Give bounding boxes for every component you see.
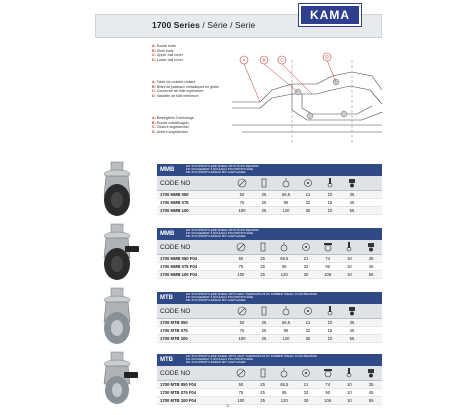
section-band	[157, 292, 382, 304]
series-title-rest: / Série / Serie	[199, 20, 256, 30]
legend-de	[152, 116, 194, 134]
swivel-cross-section-diagram	[232, 50, 382, 150]
total-height-icon	[275, 178, 297, 188]
table-row: 1700 MTB 050 50 25 68,5 21 10 35	[157, 319, 382, 327]
legend-text: Bewegliche Drehzange	[156, 116, 194, 120]
series-title	[152, 20, 255, 30]
table-row: 1700 MMB 100 F04 100 25 120 30 106 10 55	[157, 271, 382, 279]
table-row: 1700 MTB 075 F04 75 25 95 32 90 10 45	[157, 389, 382, 397]
section-band	[157, 354, 382, 366]
code-no-label: CODE NO	[160, 369, 191, 377]
load-capacity-icon	[360, 368, 382, 378]
legend-key: A:	[152, 44, 156, 48]
legend-text: Table de roulette roulant	[156, 80, 196, 84]
load-capacity-icon	[341, 178, 363, 188]
section-code: MTB	[160, 295, 173, 301]
section-mtb-brake	[157, 354, 382, 405]
table-body	[157, 191, 382, 215]
wheel-width-icon	[252, 368, 274, 378]
table-header	[157, 304, 382, 319]
section-description: EN: POLYPROPYLENE WHEEL WITH GRAY THERMOPLASTIC RUBBER TREAD, PLAIN BEARING FR: ROULEMENT À ROULEAU POLYPROPYLÈNE DE: POLYPROPYLENRAD MIT GLEITLAGER	[186, 354, 318, 365]
section-band	[157, 164, 382, 176]
legend-key: C:	[152, 53, 156, 58]
legend-text: Steel balls	[156, 48, 174, 53]
legend-key: B:	[152, 84, 156, 89]
caster-mtb-image	[92, 286, 142, 346]
wheel-width-icon	[253, 178, 275, 188]
legend-line	[152, 94, 219, 99]
table-body	[157, 255, 382, 279]
brake-icon	[317, 368, 339, 378]
code-no-label: CODE NO	[160, 179, 191, 187]
table-row: 1700 MTB 075 75 25 95 32 15 45	[157, 327, 382, 335]
section-description: EN: POLYPROPYLENE WHEEL WITH GRAY THERMOPLASTIC RUBBER TREAD, PLAIN BEARING FR: ROULEMENT À ROULEAU POLYPROPYLÈNE DE: POLYPROPYLENRAD MIT GLEITLAGER	[186, 292, 318, 303]
load-capacity-icon	[360, 242, 382, 252]
caster-mtb-brake-image	[92, 350, 142, 406]
legend-key: A:	[152, 116, 156, 120]
section-description: EN: POLYPROPYLENE WHEEL WITH PLAIN BEARING FR: ROULEMENT À ROULEAU POLYPROPYLÈNE DE: POLYPROPYLENRAD MIT GLEITLAGER	[186, 228, 259, 239]
legend-key: D:	[152, 57, 156, 62]
legend-text: Vasselle de bille inférieure	[156, 93, 199, 98]
wheel-diameter-icon	[231, 306, 253, 316]
table-row: 1700 MMB 075 F04 75 25 95 32 90 10 45	[157, 263, 382, 271]
table-row: 1700 MTB 100 100 25 120 30 10 55	[157, 335, 382, 343]
total-height-icon	[275, 306, 297, 316]
table-row: 1700 MMB 050 F04 50 25 68,5 21 74 10 35	[157, 255, 382, 263]
legend-text: Obsere kugeldeckel	[156, 125, 189, 130]
legend-text: Runde metallkugeln	[156, 120, 189, 125]
code-no-label: CODE NO	[160, 307, 191, 315]
legend-key: D:	[152, 129, 156, 134]
section-code: MTB	[160, 357, 173, 363]
legend-fr	[152, 80, 219, 98]
legend-key: C:	[152, 89, 156, 94]
legend-key: D:	[152, 93, 156, 98]
bolt-size-icon	[339, 242, 361, 252]
wheel-diameter-icon	[231, 178, 253, 188]
legend-line	[152, 58, 183, 63]
table-row: 1700 MMB 050 50 25 68,5 21 10 35	[157, 191, 382, 199]
total-height-icon	[273, 368, 295, 378]
diagram-label-c: C	[280, 57, 284, 63]
page-number: 11	[226, 404, 230, 408]
table-row: 1700 MMB 100 100 25 120 30 10 55	[157, 207, 382, 215]
legend-en	[152, 44, 183, 62]
swivel-offset-icon	[297, 178, 319, 188]
section-mtb	[157, 292, 382, 343]
wheel-diameter-icon	[230, 242, 252, 252]
diagram-label-d: D	[325, 54, 329, 60]
legend-text: Untere kugeldeckel	[156, 129, 188, 134]
legend-text: Lower ball cover	[156, 57, 183, 62]
diagram-label-b: B	[262, 57, 266, 63]
legend-key: B:	[152, 120, 156, 125]
load-capacity-icon	[341, 306, 363, 316]
wheel-diameter-icon	[230, 368, 252, 378]
caster-mmb-image	[92, 160, 142, 218]
caster-mmb-brake-image	[92, 222, 142, 282]
table-body	[157, 319, 382, 343]
series-title-bold: 1700 Series	[152, 20, 200, 30]
table-header	[157, 366, 382, 381]
swivel-offset-icon	[297, 306, 319, 316]
section-mmb-brake	[157, 228, 382, 279]
brake-icon	[317, 242, 339, 252]
swivel-offset-icon	[295, 368, 317, 378]
total-height-icon	[273, 242, 295, 252]
code-no-label: CODE NO	[160, 243, 191, 251]
section-code: MMB	[160, 167, 175, 173]
table-body	[157, 381, 382, 405]
legend-text: Swivel bolts	[156, 44, 176, 48]
table-header	[157, 176, 382, 191]
bolt-size-icon	[319, 306, 341, 316]
legend-key: C:	[152, 125, 156, 130]
legend-line	[152, 130, 194, 135]
section-description: EN: POLYPROPYLENE WHEEL WITH PLAIN BEARING FR: ROULEMENT À ROULEAU POLYPROPYLÈNE DE: POLYPROPYLENRAD MIT GLEITLAGER	[186, 164, 259, 175]
diagram-label-a: A	[242, 57, 246, 63]
legend-key: A:	[152, 80, 156, 84]
table-header	[157, 240, 382, 255]
table-row: 1700 MTB 050 F04 50 25 68,5 21 74 10 35	[157, 381, 382, 389]
legend-text: Billes de plateaux métalliques en globe	[156, 84, 219, 89]
wheel-width-icon	[253, 306, 275, 316]
table-row: 1700 MTB 100 F04 100 25 120 30 106 10 55	[157, 397, 382, 405]
legend-text: Couvercle de bille supérieure	[156, 89, 204, 94]
section-mmb	[157, 164, 382, 215]
swivel-offset-icon	[295, 242, 317, 252]
kama-logo: KAMA	[299, 4, 361, 26]
legend-text: Upper ball cover	[156, 53, 183, 58]
section-band	[157, 228, 382, 240]
bolt-size-icon	[319, 178, 341, 188]
bolt-size-icon	[339, 368, 361, 378]
legend-key: B:	[152, 48, 156, 53]
wheel-width-icon	[252, 242, 274, 252]
table-row: 1700 MMB 075 75 25 95 32 15 45	[157, 199, 382, 207]
section-code: MMB	[160, 231, 175, 237]
